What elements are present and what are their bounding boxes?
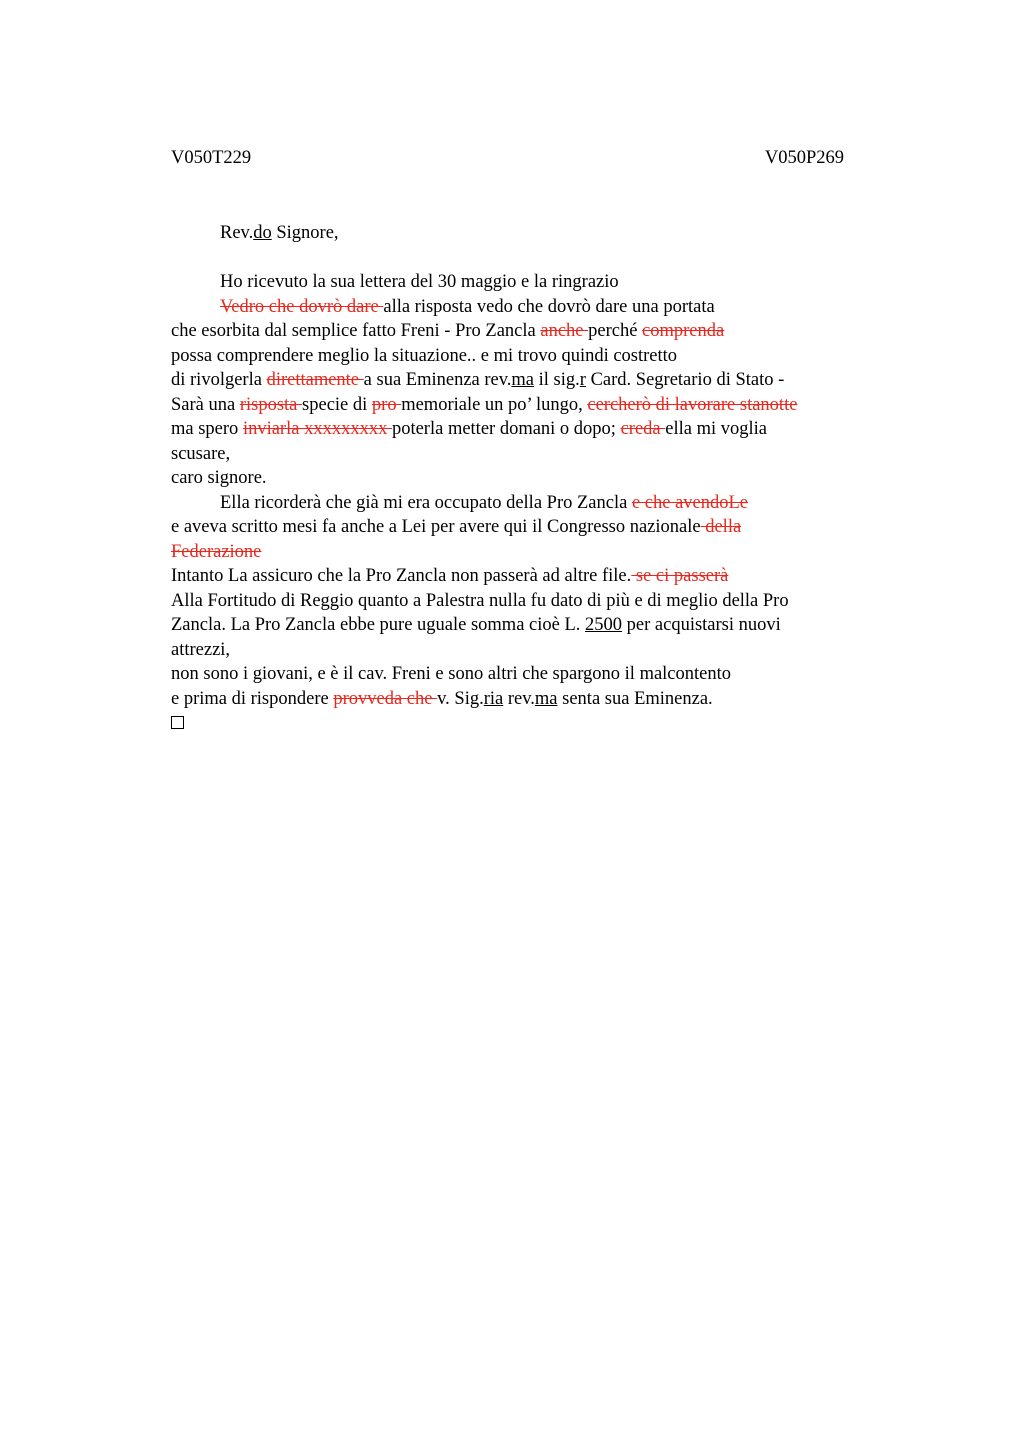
line-15 bbox=[171, 613, 871, 638]
text-run: e aveva scritto mesi fa anche a Lei per avere qui il Congresso nazionale bbox=[171, 517, 701, 537]
text-run: perché bbox=[588, 321, 643, 341]
line-2 bbox=[171, 295, 871, 320]
line-5 bbox=[171, 368, 871, 393]
text-run: e prima di rispondere bbox=[171, 688, 334, 709]
checkbox-square-icon bbox=[171, 716, 184, 729]
deleted-text: Federazione bbox=[171, 541, 262, 562]
text-run: Intanto La assicuro che la Pro Zancla non passerà ad altre file. bbox=[171, 566, 632, 586]
deleted-text: direttamente bbox=[266, 370, 364, 390]
text-run: per acquistarsi nuovi bbox=[622, 615, 781, 635]
end-marker bbox=[171, 711, 871, 737]
text-run: di rivolgerla bbox=[171, 370, 267, 390]
line-4: possa comprendere meglio la situazione.. e mi trovo quindi costretto bbox=[171, 345, 678, 366]
deleted-text: creda bbox=[620, 419, 666, 439]
letter-body bbox=[171, 221, 871, 737]
line-7 bbox=[171, 417, 871, 442]
deleted-text: cercherò di lavorare stanotte bbox=[587, 394, 798, 415]
text-run: v. Sig. bbox=[437, 688, 484, 709]
underlined-abbrev: ma bbox=[511, 370, 535, 390]
text-run: alla risposta vedo che dovrò dare una portata bbox=[383, 296, 715, 317]
text-run: a sua Eminenza rev. bbox=[363, 370, 512, 390]
text-run: che esorbita dal semplice fatto Freni - Pro Zancla bbox=[171, 321, 541, 341]
blank-line bbox=[171, 246, 871, 271]
deleted-text: e che avendoLe bbox=[631, 492, 749, 513]
text-run: specie di bbox=[302, 394, 372, 415]
deleted-text: comprenda bbox=[642, 321, 725, 341]
line-9: caro signore. bbox=[171, 468, 267, 488]
deleted-text: inviarla xxxxxxxxx bbox=[242, 419, 392, 439]
underlined-amount: 2500 bbox=[585, 615, 623, 635]
line-3 bbox=[171, 319, 871, 344]
text-run: Zancla. La Pro Zancla ebbe pure uguale somma cioè L. bbox=[171, 615, 586, 635]
salutation bbox=[171, 221, 871, 246]
underlined-abbrev: ma bbox=[534, 688, 558, 709]
line-13 bbox=[171, 564, 871, 589]
deleted-text: risposta bbox=[239, 394, 303, 415]
line-17: non sono i giovani, e è il cav. Freni e sono altri che spargono il malcontento bbox=[171, 664, 732, 684]
text-run: memoriale un po’ lungo, bbox=[401, 394, 588, 415]
deleted-text: anche bbox=[540, 321, 589, 341]
header-right-code: V050P269 bbox=[764, 148, 844, 168]
text-run: ma spero bbox=[171, 419, 243, 439]
text-run: il sig. bbox=[534, 370, 580, 390]
line-18 bbox=[171, 687, 871, 712]
line-6 bbox=[171, 393, 871, 418]
text-run: ella mi voglia bbox=[665, 419, 767, 439]
underlined-abbrev: ria bbox=[483, 688, 504, 709]
line-16: attrezzi, bbox=[171, 639, 231, 660]
salutation-text: Signore, bbox=[271, 223, 339, 243]
deleted-text: Vedro che dovrò dare bbox=[220, 296, 384, 317]
text-run: senta sua Eminenza. bbox=[557, 688, 713, 709]
underlined-abbrev: r bbox=[579, 370, 586, 390]
line-11 bbox=[171, 515, 871, 540]
line-14: Alla Fortitudo di Reggio quanto a Palestra nulla fu dato di più e di meglio della Pro bbox=[171, 590, 789, 611]
deleted-text: della bbox=[700, 517, 742, 537]
underlined-abbrev: do bbox=[253, 223, 272, 243]
deleted-text: provveda che bbox=[333, 688, 438, 709]
header-left-code: V050T229 bbox=[171, 148, 252, 168]
deleted-text: se ci passerà bbox=[631, 566, 729, 586]
line-1: Ho ricevuto la sua lettera del 30 maggio e la ringrazio bbox=[220, 272, 619, 292]
deleted-text: pro bbox=[371, 394, 402, 415]
text-run: Sarà una bbox=[171, 394, 240, 415]
line-12 bbox=[171, 540, 871, 565]
text-run: Ella ricorderà che già mi era occupato della Pro Zancla bbox=[220, 492, 632, 513]
text-run: poterla metter domani o dopo; bbox=[391, 419, 621, 439]
text-run: Card. Segretario di Stato - bbox=[585, 370, 785, 390]
line-8: scusare, bbox=[171, 443, 231, 464]
line-10 bbox=[171, 491, 871, 516]
salutation-text: Rev. bbox=[220, 223, 254, 243]
text-run: rev. bbox=[503, 688, 535, 709]
